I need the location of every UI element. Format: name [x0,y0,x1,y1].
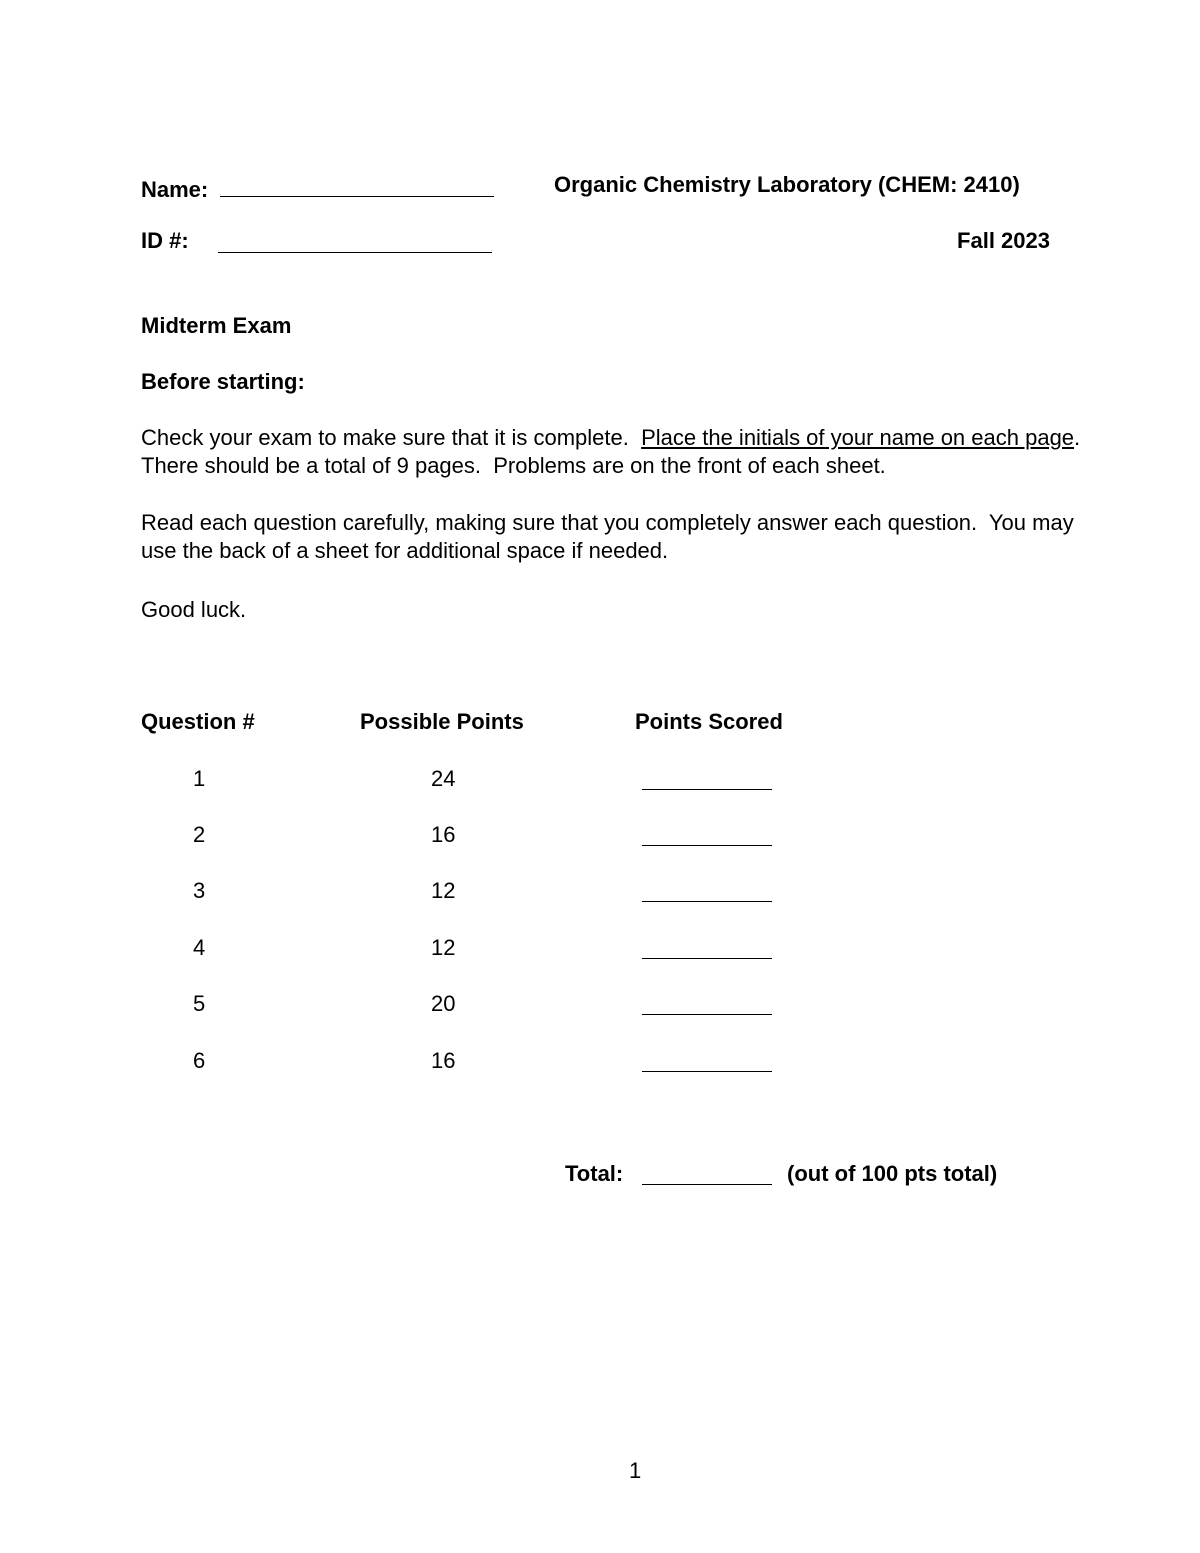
header-points-scored: Points Scored [635,709,783,734]
possible-points: 12 [431,878,456,903]
initials-instruction: Place the initials of your name on each page [641,425,1075,450]
id-blank[interactable] [218,230,492,253]
total-label: Total: [565,1161,624,1186]
header-possible-points: Possible Points [360,709,524,734]
question-number: 2 [193,822,206,847]
total-blank[interactable] [642,1184,772,1185]
exam-title: Midterm Exam [141,313,292,338]
good-luck-text: Good luck. [141,597,247,622]
page-number: 1 [629,1458,642,1483]
instructions-paragraph-2 [141,509,1074,565]
question-number: 3 [193,878,206,903]
name-label: Name: [141,177,209,202]
instructions-text: Check your exam to make sure that it is complete. [141,425,642,450]
possible-points: 24 [431,766,456,791]
instructions-paragraph-1 [141,424,1080,480]
instructions-line-3: Read each question carefully, making sure that you completely answer each question. You may [141,510,1074,535]
possible-points: 16 [431,1048,456,1073]
course-title: Organic Chemistry Laboratory (CHEM: 2410) [554,172,1020,197]
name-blank[interactable] [220,174,494,197]
question-number: 6 [193,1048,206,1073]
points-scored-blank[interactable] [642,789,772,790]
name-field-row [141,174,494,201]
question-number: 4 [193,935,206,960]
instructions-line-4: use the back of a sheet for additional space if needed. [141,538,669,563]
points-scored-blank[interactable] [642,901,772,902]
question-number: 1 [193,766,206,791]
points-scored-blank[interactable] [642,1071,772,1072]
points-scored-blank[interactable] [642,958,772,959]
points-scored-blank[interactable] [642,845,772,846]
possible-points: 12 [431,935,456,960]
possible-points: 16 [431,822,456,847]
term-label: Fall 2023 [957,228,1050,253]
points-scored-blank[interactable] [642,1014,772,1015]
before-starting-heading: Before starting: [141,369,305,394]
id-label: ID #: [141,228,189,253]
header-question: Question # [141,709,255,734]
possible-points: 20 [431,991,456,1016]
instructions-period: . [1074,425,1081,450]
question-number: 5 [193,991,206,1016]
instructions-line-2: There should be a total of 9 pages. Problems are on the front of each sheet. [141,453,886,478]
instructions-line-1 [141,424,1080,452]
id-field-row [218,230,492,257]
total-note: (out of 100 pts total) [787,1161,998,1186]
